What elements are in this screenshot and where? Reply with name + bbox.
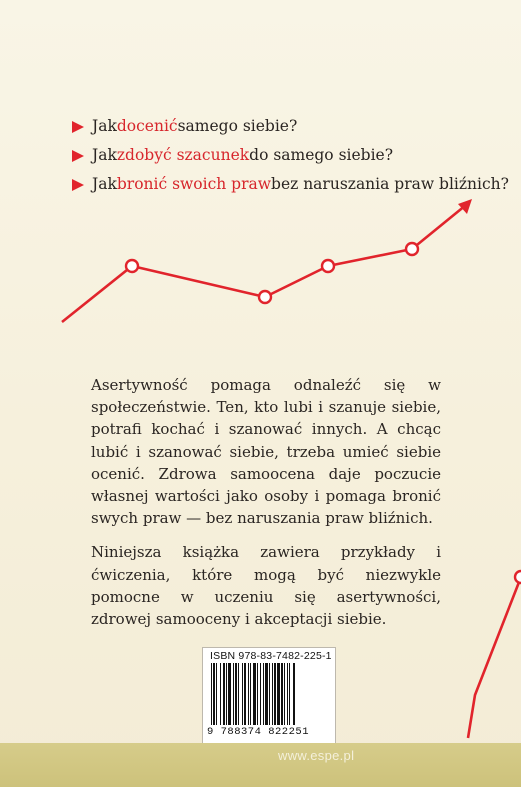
barcode-bar xyxy=(260,663,261,725)
barcode-bar xyxy=(253,663,256,725)
barcode-bar xyxy=(220,663,221,725)
question-highlight: docenić xyxy=(116,117,178,135)
barcode-bar xyxy=(281,663,283,725)
barcode-bar xyxy=(277,663,280,725)
barcode-bar xyxy=(272,663,273,725)
question-item xyxy=(72,112,512,141)
barcode-bar xyxy=(263,663,264,725)
barcode-bar xyxy=(293,663,295,725)
question-suffix: do samego siebie? xyxy=(249,146,394,164)
barcode-bar xyxy=(242,663,243,725)
barcode-bar xyxy=(244,663,246,725)
isbn-label: ISBN 978-83-7482-225-1 xyxy=(210,650,332,662)
barcode-bar xyxy=(235,663,237,725)
description-paragraph: Niniejsza książka zawiera przykłady i ćwiczenia, które mogą być niezwykle pomocne w uczeniu się asertywności, zdrowej samooceny i akceptacji siebie. xyxy=(91,543,441,629)
publisher-website: www.espe.pl xyxy=(278,748,355,763)
barcode-bar xyxy=(274,663,276,725)
barcode-bar xyxy=(226,663,227,725)
question-highlight: zdobyć szacunek xyxy=(116,146,250,164)
isbn-digits: 9 788374 822251 xyxy=(207,726,310,738)
barcode-bar xyxy=(269,663,270,725)
question-suffix: samego siebie? xyxy=(177,117,298,135)
question-item xyxy=(72,141,512,170)
barcode-bar xyxy=(213,663,215,725)
question-item xyxy=(72,170,512,199)
description-text xyxy=(91,374,441,642)
barcode-bar xyxy=(250,663,251,725)
barcode-bar xyxy=(216,663,217,725)
question-highlight: bronić swoich praw xyxy=(116,175,272,193)
barcode-bar xyxy=(287,663,288,725)
barcode-bar xyxy=(223,663,225,725)
question-prefix: Jak xyxy=(92,117,117,135)
barcode-bar xyxy=(248,663,249,725)
barcode-bar xyxy=(284,663,285,725)
triangle-bullet-icon xyxy=(72,179,84,191)
question-list xyxy=(72,112,512,199)
description-paragraph: Asertywność pomaga odnaleźć się w społeczeństwie. Ten, kto lubi i szanuje siebie, potrafi kochać i szanować innych. A chcąc lubić i szanować siebie, trzeba umieć siebie ocenić. Zdrowa samoocena daje poczucie własnej wartości jako osoby i pomaga bronić swych praw — bez naruszania praw bliźnich. xyxy=(91,376,441,528)
barcode-bar xyxy=(257,663,258,725)
barcode-bar xyxy=(233,663,234,725)
isbn-barcode xyxy=(202,647,336,745)
triangle-bullet-icon xyxy=(72,150,84,162)
barcode-bars xyxy=(211,663,329,725)
barcode-bar xyxy=(211,663,212,725)
barcode-bar xyxy=(228,663,231,725)
footer-band xyxy=(0,743,521,787)
barcode-bar xyxy=(289,663,290,725)
question-prefix: Jak xyxy=(92,175,117,193)
question-suffix: bez naruszania praw bliźnich? xyxy=(271,175,509,193)
triangle-bullet-icon xyxy=(72,121,84,133)
barcode-bar xyxy=(238,663,239,725)
question-prefix: Jak xyxy=(92,146,117,164)
barcode-bar xyxy=(265,663,268,725)
